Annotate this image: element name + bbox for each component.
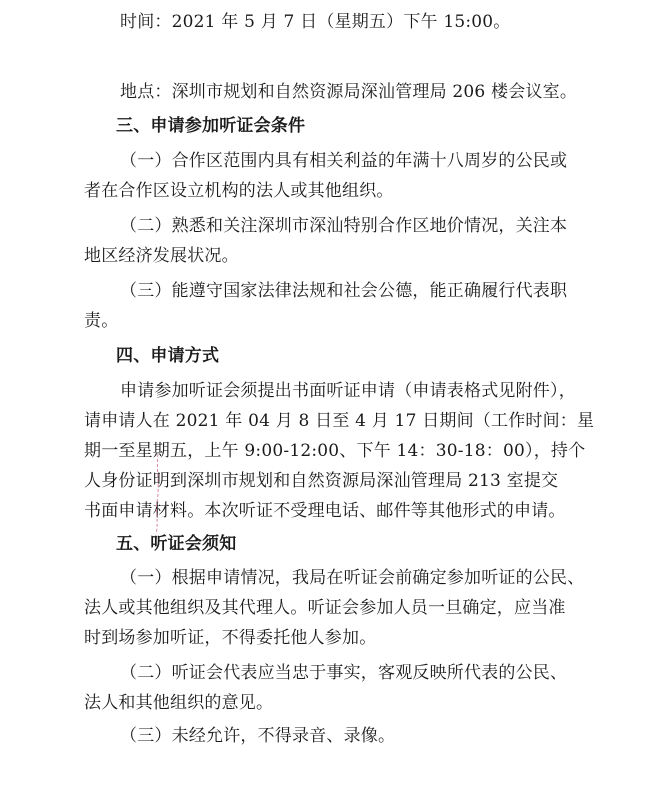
section-3-item-2-line-1: （二）熟悉和关注深圳市深汕特别合作区地价情况，关注本 (120, 216, 568, 236)
section-4-line-3: 期一至星期五，上午 9:00-12:00、下午 14：30-18：00），持个 (84, 441, 586, 461)
section-3-item-1-line-2: 者在合作区设立机构的法人或其他组织。 (84, 181, 394, 201)
section-3-item-1-line-1: （一）合作区范围内具有相关利益的年满十八周岁的公民或 (120, 151, 568, 171)
section-4-line-2: 请申请人在 2021 年 04 月 8 日至 4 月 17 日期间（工作时间：星 (84, 411, 595, 431)
section-5-item-2-line-2: 法人和其他组织的意见。 (84, 693, 274, 713)
pen-mark (150, 450, 180, 540)
meeting-location: 地点：深圳市规划和自然资源局深汕管理局 206 楼会议室。 (120, 82, 578, 102)
section-4-heading: 四、申请方式 (116, 346, 220, 366)
section-3-heading: 三、申请参加听证会条件 (116, 116, 306, 136)
meeting-time: 时间：2021 年 5 月 7 日（星期五）下午 15:00。 (120, 12, 511, 32)
section-4-line-4: 人身份证明到深圳市规划和自然资源局深汕管理局 213 室提交 (84, 471, 559, 491)
section-5-item-3-line-1: （三）未经允许，不得录音、录像。 (120, 726, 396, 746)
section-5-heading: 五、听证会须知 (116, 534, 237, 554)
section-5-item-1-line-3: 时到场参加听证，不得委托他人参加。 (84, 628, 377, 648)
section-5-item-1-line-2: 法人或其他组织及其代理人。听证会参加人员一旦确定，应当准 (84, 598, 566, 618)
section-3-item-3-line-1: （三）能遵守国家法律法规和社会公德，能正确履行代表职 (120, 281, 568, 301)
section-4-line-5: 书面申请材料。本次听证不受理电话、邮件等其他形式的申请。 (84, 501, 566, 521)
section-4-line-1: 申请参加听证会须提出书面听证申请（申请表格式见附件）， (120, 381, 576, 401)
section-5-item-1-line-1: （一）根据申请情况，我局在听证会前确定参加听证的公民、 (120, 568, 585, 588)
section-3-item-2-line-2: 地区经济发展状况。 (84, 246, 239, 266)
section-3-item-3-line-2: 责。 (84, 311, 119, 331)
section-5-item-2-line-1: （二）听证会代表应当忠于事实，客观反映所代表的公民、 (120, 663, 568, 683)
